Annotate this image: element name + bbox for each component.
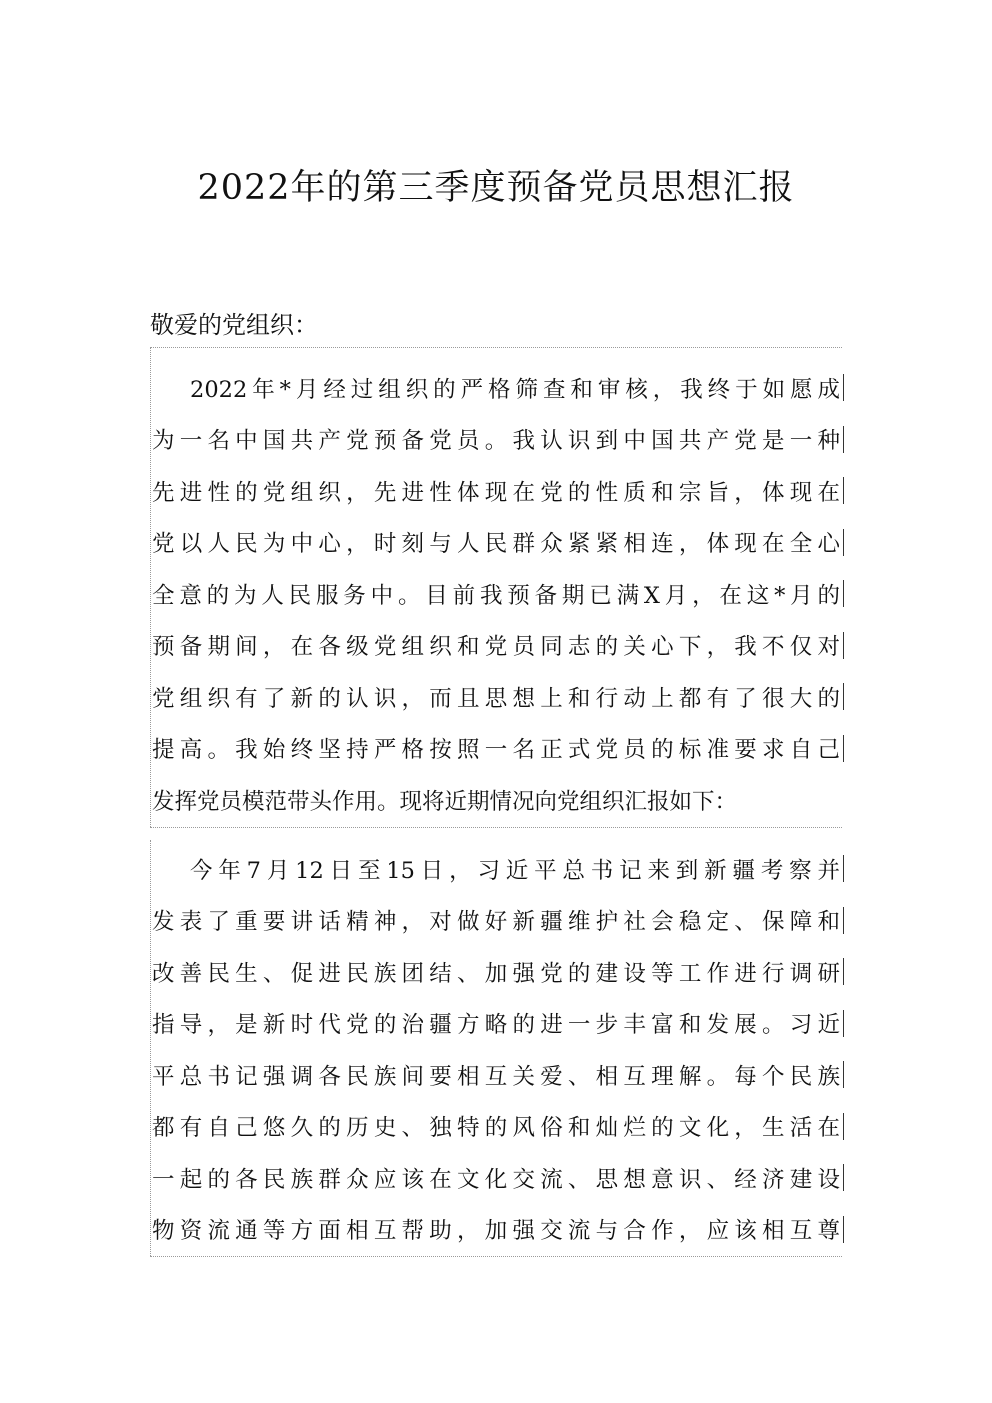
line-text: 先进性的党组织，先进性体现在党的性质和宗旨，体现在 [152, 479, 840, 506]
line-text: 指导，是新时代党的治疆方略的进一步丰富和发展。习近 [152, 1012, 840, 1039]
line-text: 都有自己悠久的历史、独特的风俗和灿烂的文化，生活在 [152, 1115, 840, 1142]
line-end-mark [843, 632, 844, 659]
line-end-mark [843, 855, 844, 882]
line-text: 提高。我始终坚持严格按照一名正式党员的标准要求自己 [152, 737, 840, 764]
paragraph-2-line [152, 1152, 840, 1204]
document-title: 2022年的第三季度预备党员思想汇报 [197, 168, 795, 208]
paragraph-2-line [152, 1204, 840, 1256]
paragraph-1-top-rule [150, 347, 842, 348]
line-text: 一起的各民族群众应该在文化交流、思想意识、经济建设 [152, 1166, 840, 1193]
paragraph-1-line [152, 671, 840, 723]
line-text: 平总书记强调各民族间要相互关爱、相互理解。每个民族 [152, 1063, 840, 1090]
line-end-mark [843, 1010, 844, 1037]
line-end-mark [843, 580, 844, 607]
line-end-mark [843, 1216, 844, 1243]
paragraph-2-line [152, 998, 840, 1050]
paragraph-1-line [152, 723, 840, 775]
line-text: 发表了重要讲话精神，对做好新疆维护社会稳定、保障和 [152, 909, 840, 936]
line-end-mark [843, 1061, 844, 1088]
line-end-mark [843, 958, 844, 985]
paragraph-1 [152, 362, 840, 826]
paragraph-2-left-rule [150, 840, 151, 1256]
paragraph-2-line [152, 1101, 840, 1153]
paragraph-1-line [152, 568, 840, 620]
line-end-mark [843, 683, 844, 710]
salutation: 敬爱的党组织： [150, 311, 318, 339]
line-end-mark [843, 735, 844, 762]
paragraph-2-line [152, 1049, 840, 1101]
paragraph-2 [152, 843, 840, 1255]
paragraph-1-line [152, 362, 840, 414]
line-text: 改善民生、促进民族团结、加强党的建设等工作进行调研 [152, 960, 840, 987]
line-text: 全意的为人民服务中。目前我预备期已满X月，在这*月的 [152, 582, 840, 609]
paragraph-1-bottom-rule [150, 827, 842, 828]
line-text: 党组织有了新的认识，而且思想上和行动上都有了很大的 [152, 685, 840, 712]
paragraph-2-bottom-rule [150, 1256, 842, 1257]
line-end-mark [843, 907, 844, 934]
paragraph-2-line [152, 946, 840, 998]
paragraph-2-line [152, 895, 840, 947]
line-text: 党以人民为中心，时刻与人民群众紧紧相连，体现在全心 [152, 531, 840, 558]
paragraph-1-line [152, 620, 840, 672]
line-text: 物资流通等方面相互帮助，加强交流与合作，应该相互尊 [152, 1218, 840, 1245]
line-text: 今年7月12日至15日，习近平总书记来到新疆考察并 [190, 857, 840, 884]
paragraph-1-left-rule [150, 347, 151, 827]
line-text: 预备期间，在各级党组织和党员同志的关心下，我不仅对 [152, 634, 840, 661]
line-end-mark [843, 374, 844, 401]
line-text: 发挥党员模范带头作用。现将近期情况向党组织汇报如下： [152, 788, 738, 815]
line-end-mark [843, 529, 844, 556]
line-end-mark [843, 1164, 844, 1191]
line-end-mark [843, 426, 844, 453]
line-end-mark [843, 477, 844, 504]
paragraph-1-line [152, 414, 840, 466]
line-text: 2022年*月经过组织的严格筛查和审核，我终于如愿成 [190, 376, 840, 403]
line-text: 为一名中国共产党预备党员。我认识到中国共产党是一种 [152, 428, 840, 455]
paragraph-1-line [152, 517, 840, 569]
paragraph-1-line [152, 774, 840, 826]
line-end-mark [843, 1113, 844, 1140]
paragraph-2-line [152, 843, 840, 895]
paragraph-1-line [152, 465, 840, 517]
